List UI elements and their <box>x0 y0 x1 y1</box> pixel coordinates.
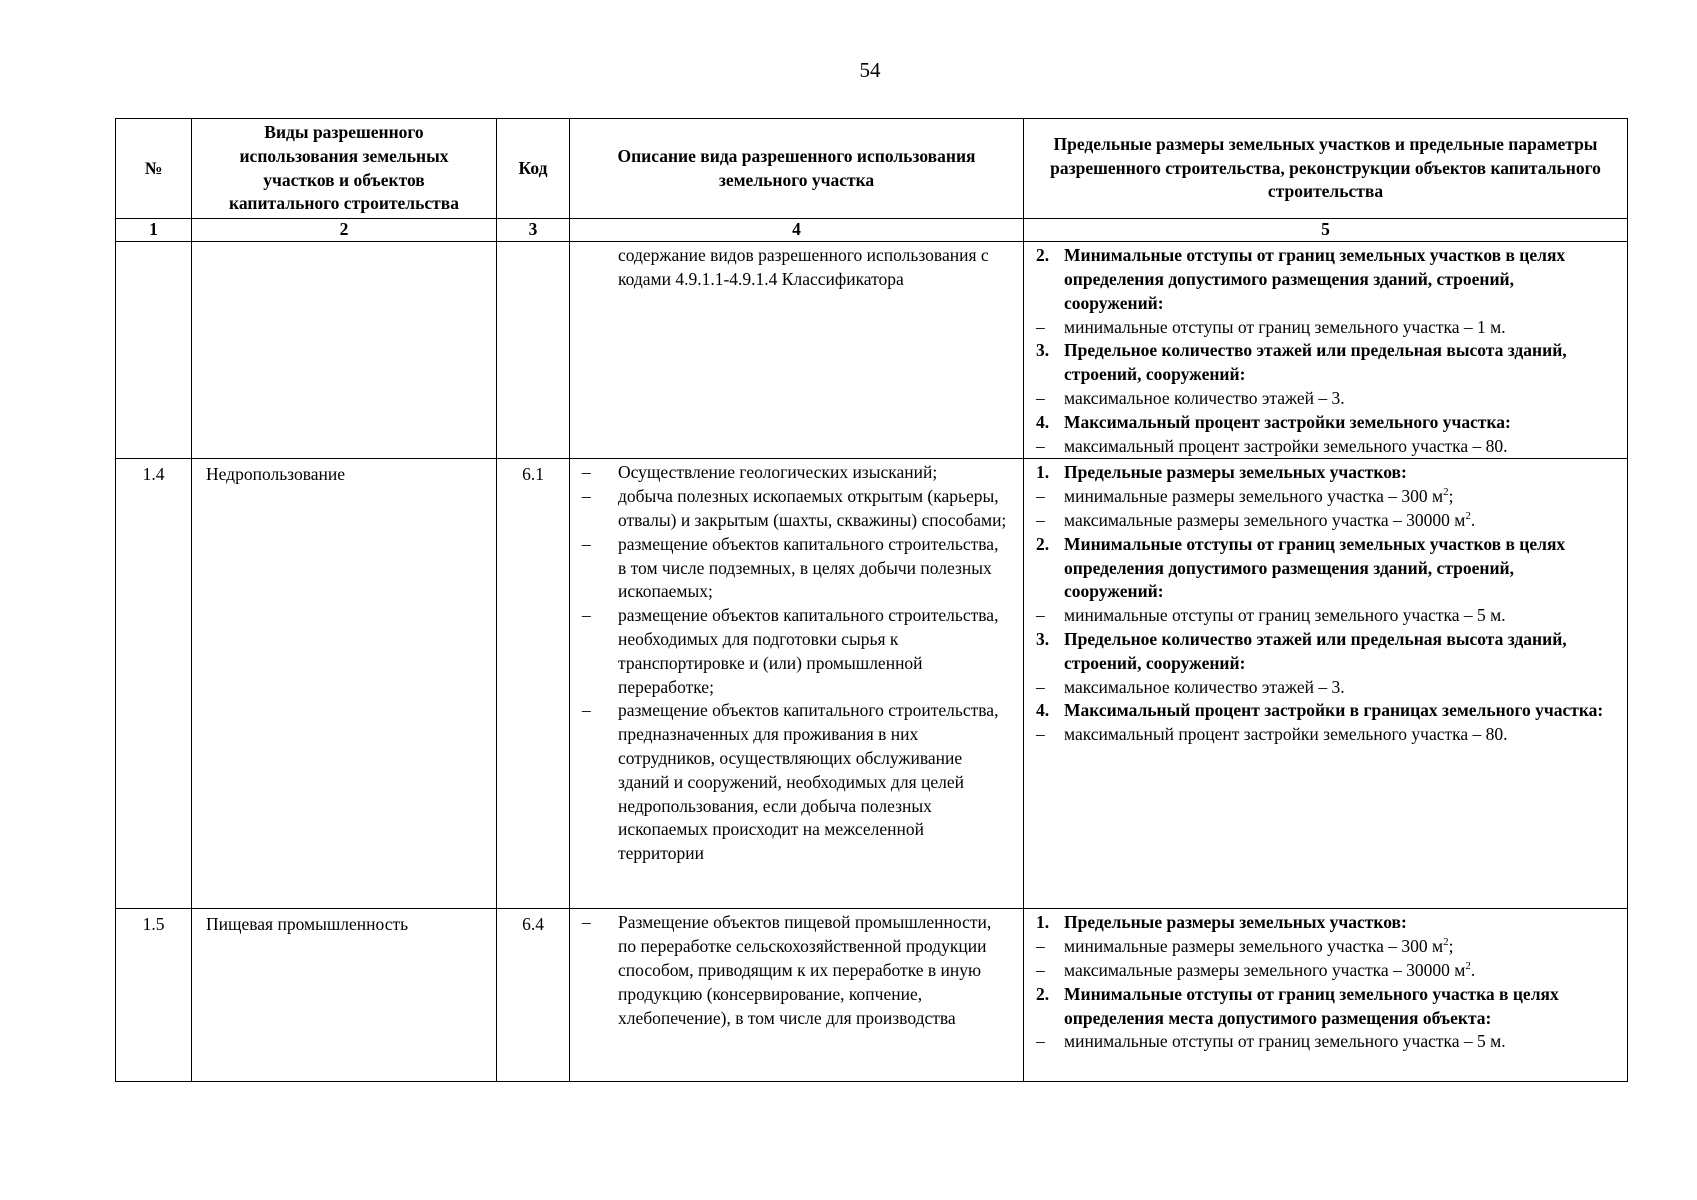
dash-marker: – <box>582 486 591 507</box>
table-row <box>116 242 1628 459</box>
parameter-text: минимальные размеры земельного участка – 300 м <box>1064 936 1444 957</box>
header-parameters: Предельные размеры земельных участков и предельные параметры разрешенного строительства, реконструкции объектов капитального строительства <box>1024 119 1628 219</box>
parameter-marker: – <box>1036 605 1045 626</box>
parameter-text: минимальные отступы от границ земельного участка – 5 м. <box>1064 1031 1506 1052</box>
parameter-text: максимальные размеры земельного участка – 30000 м <box>1064 959 1466 980</box>
description-text: добыча полезных ископаемых открытым (карьеры, отвалы) и закрытым (шахты, скважины) способами; <box>618 486 1007 530</box>
parameter-text: Минимальные отступы от границ земельных участков в целях определения допустимого размещения зданий, строений, сооружений: <box>1064 533 1566 602</box>
description-item <box>578 485 1011 533</box>
parameters-cell <box>1024 242 1628 459</box>
parameter-item <box>1032 604 1617 628</box>
parameter-text: Предельные размеры земельных участков: <box>1064 912 1407 933</box>
parameter-text: минимальные размеры земельного участка – 300 м <box>1064 486 1444 507</box>
parameter-text: максимальное количество этажей – 3. <box>1064 387 1345 408</box>
use-type-cell: Пищевая промышленность <box>192 909 497 1082</box>
column-number: 1 <box>116 219 192 242</box>
parameter-marker: – <box>1036 936 1045 957</box>
description-list <box>578 911 1011 1030</box>
description-cell <box>570 909 1024 1082</box>
parameter-item <box>1032 509 1617 533</box>
dash-marker: – <box>582 462 591 483</box>
description-text: размещение объектов капитального строительства, необходимых для подготовки сырья к транспортировке и (или) промышленной переработке; <box>618 605 999 697</box>
parameter-tail: ; <box>1448 936 1454 957</box>
parameter-heading <box>1032 699 1617 723</box>
parameter-text: Максимальный процент застройки в границах земельного участка: <box>1064 700 1604 721</box>
description-list <box>578 461 1011 866</box>
parameter-marker: 2. <box>1036 533 1050 554</box>
description-cell <box>570 242 1024 459</box>
parameter-marker: – <box>1036 316 1045 337</box>
parameter-item <box>1032 485 1617 509</box>
parameter-marker: – <box>1036 387 1045 408</box>
superscript: 2 <box>1443 486 1449 499</box>
parameter-marker: 2. <box>1036 983 1050 1004</box>
parameter-item <box>1032 935 1617 959</box>
parameter-marker: 4. <box>1036 411 1050 432</box>
header-number: № <box>116 119 192 219</box>
land-use-table <box>115 118 1628 1082</box>
description-item <box>578 699 1011 866</box>
description-text: Размещение объектов пищевой промышленности, по переработке сельскохозяйственной продукции способом, приводящим к их переработке в иную продукцию (консервирование, копчение, хлебопечение), в том числе для производства <box>618 912 992 1028</box>
parameter-item <box>1032 723 1617 747</box>
row-number-cell: 1.4 <box>116 459 192 909</box>
parameter-marker: – <box>1036 676 1045 697</box>
code-cell: 6.1 <box>497 459 570 909</box>
parameter-marker: – <box>1036 959 1045 980</box>
description-item <box>578 461 1011 485</box>
table-row <box>116 909 1628 1082</box>
header-code: Код <box>497 119 570 219</box>
parameter-marker: – <box>1036 1031 1045 1052</box>
parameter-tail: . <box>1470 959 1476 980</box>
parameter-marker: 1. <box>1036 462 1050 483</box>
superscript: 2 <box>1465 510 1471 523</box>
description-item <box>578 604 1011 699</box>
header-row <box>116 119 1628 219</box>
parameter-text: максимальный процент застройки земельного участка – 80. <box>1064 435 1508 456</box>
dash-marker: – <box>582 605 591 626</box>
parameter-text: Предельное количество этажей или предельная высота зданий, строений, сооружений: <box>1064 340 1567 385</box>
parameter-text: минимальные отступы от границ земельного участка – 1 м. <box>1064 316 1506 337</box>
use-type-cell: Недропользование <box>192 459 497 909</box>
parameter-item <box>1032 676 1617 700</box>
parameter-marker: – <box>1036 724 1045 745</box>
parameter-marker: 1. <box>1036 912 1050 933</box>
code-cell: 6.4 <box>497 909 570 1082</box>
description-item <box>578 911 1011 1030</box>
parameter-heading <box>1032 461 1617 485</box>
parameter-marker: 4. <box>1036 700 1050 721</box>
parameter-text: Минимальные отступы от границ земельного участка в целях определения места допустимого размещения объекта: <box>1064 983 1559 1028</box>
description-text: размещение объектов капитального строительства, в том числе подземных, в целях добычи полезных ископаемых; <box>618 533 999 602</box>
parameter-item <box>1032 959 1617 983</box>
description-text: Осуществление геологических изысканий; <box>618 462 938 483</box>
parameter-text: максимальное количество этажей – 3. <box>1064 676 1345 697</box>
column-number: 5 <box>1024 219 1628 242</box>
parameter-heading <box>1032 533 1617 604</box>
description-text: размещение объектов капитального строительства, предназначенных для проживания в них сотрудников, осуществляющих обслуживание зданий и сооружений, необходимых для целей недропользования, если добыча полезных ископаемых происходит на межселенной территории <box>618 700 999 864</box>
parameter-heading <box>1032 244 1617 315</box>
dash-marker: – <box>582 533 591 554</box>
description-item <box>578 533 1011 604</box>
parameter-text: Минимальные отступы от границ земельных участков в целях определения допустимого размещения зданий, строений, сооружений: <box>1064 245 1566 313</box>
parameter-marker: 2. <box>1036 245 1050 266</box>
page-number: 54 <box>859 58 881 82</box>
parameter-tail: ; <box>1448 486 1454 507</box>
parameter-heading <box>1032 911 1617 935</box>
use-type-cell <box>192 242 497 459</box>
code-cell <box>497 242 570 459</box>
header-description: Описание вида разрешенного использования земельного участка <box>570 119 1024 219</box>
column-number: 3 <box>497 219 570 242</box>
parameter-item <box>1032 435 1617 459</box>
parameter-marker: 3. <box>1036 628 1050 649</box>
description-cell <box>570 459 1024 909</box>
dash-marker: – <box>582 912 591 933</box>
dash-marker: – <box>582 700 591 721</box>
parameter-heading <box>1032 628 1617 676</box>
parameter-text: максимальный процент застройки земельного участка – 80. <box>1064 724 1508 745</box>
parameter-heading <box>1032 983 1617 1031</box>
parameter-text: минимальные отступы от границ земельного участка – 5 м. <box>1064 605 1506 626</box>
superscript: 2 <box>1443 936 1449 949</box>
parameter-heading <box>1032 339 1617 387</box>
header-use-type: Виды разрешенного использования земельных участков и объектов капитального строительства <box>192 119 497 219</box>
parameter-tail: . <box>1470 509 1476 530</box>
column-number: 2 <box>192 219 497 242</box>
parameter-text: Максимальный процент застройки земельного участка: <box>1064 411 1511 432</box>
column-number: 4 <box>570 219 1024 242</box>
parameters-cell <box>1024 459 1628 909</box>
parameter-heading <box>1032 411 1617 435</box>
parameter-text: Предельное количество этажей или предельная высота зданий, строений, сооружений: <box>1064 628 1567 673</box>
column-number-row <box>116 219 1628 242</box>
parameter-marker: 3. <box>1036 340 1050 361</box>
parameter-item <box>1032 1030 1617 1054</box>
parameter-item <box>1032 316 1617 340</box>
row-number-cell <box>116 242 192 459</box>
table-row <box>116 459 1628 909</box>
parameter-item <box>1032 387 1617 411</box>
parameters-cell <box>1024 909 1628 1082</box>
superscript: 2 <box>1465 960 1471 973</box>
parameter-marker: – <box>1036 509 1045 530</box>
parameter-marker: – <box>1036 435 1045 456</box>
description-continuation: содержание видов разрешенного использования с кодами 4.9.1.1-4.9.1.4 Классификатора <box>618 245 989 289</box>
parameter-text: Предельные размеры земельных участков: <box>1064 462 1407 483</box>
row-number-cell: 1.5 <box>116 909 192 1082</box>
parameter-text: максимальные размеры земельного участка – 30000 м <box>1064 509 1466 530</box>
parameter-marker: – <box>1036 486 1045 507</box>
